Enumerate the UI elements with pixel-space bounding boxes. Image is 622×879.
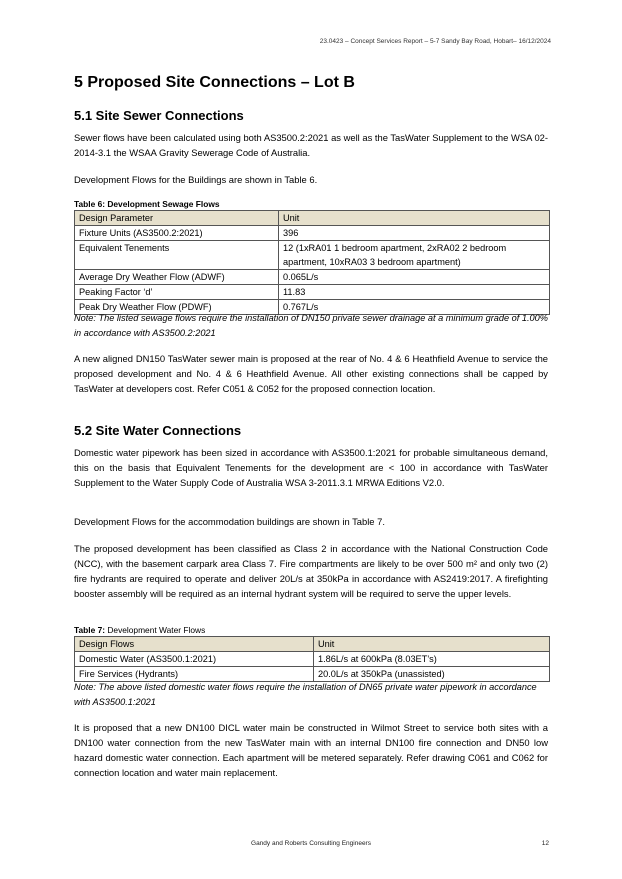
water-paragraph-4: It is proposed that a new DN100 DICL water main be constructed in Wilmot Street to service both sites with a DN100 water connection from the new TasWater main with an internal DN100 fire connection and DN50 low hazard domestic water connection. Each apartment will be metered separately. Refer drawing C061 and C062 for connection location and water main replacement. <box>74 722 548 778</box>
table-row <box>75 270 550 285</box>
table-header-cell: Unit <box>314 637 550 652</box>
sewer-paragraph-3: A new aligned DN150 TasWater sewer main is proposed at the rear of No. 4 & 6 Heathfield Avenue to service the proposed development and No. 4 & 6 Heathfield Avenue. All other existing connections shall be capped by TasWater at developers cost. Refer C051 & C052 for the proposed connection location. <box>74 353 548 394</box>
table-row <box>75 226 550 241</box>
page-header: 23.0423 – Concept Services Report – 5-7 Sandy Bay Road, Hobart– 16/12/2024 <box>319 38 551 45</box>
page-footer: Gandy and Roberts Consulting Engineers <box>251 840 371 847</box>
table-row <box>75 285 550 300</box>
table-row <box>75 652 550 667</box>
table-cell: 0.065L/s <box>279 270 550 285</box>
sewer-paragraph-2: Development Flows for the Buildings are shown in Table 6. <box>74 174 318 185</box>
water-table-note: Note: The above listed domestic water flows require the installation of DN65 private water pipework in accordance with AS3500.1:2021 <box>74 682 537 707</box>
water-table-caption-text: Development Water Flows <box>105 625 206 635</box>
water-heading: 5.2 Site Water Connections <box>74 423 242 438</box>
table-cell: Equivalent Tenements <box>75 241 279 270</box>
table-cell: 12 (1xRA01 1 bedroom apartment, 2xRA02 2 bedroom apartment, 10xRA03 3 bedroom apartment) <box>279 241 550 270</box>
table-cell: Average Dry Weather Flow (ADWF) <box>75 270 279 285</box>
table-cell: 20.0L/s at 350kPa (unassisted) <box>314 667 550 682</box>
sewer-paragraph-1: Sewer flows have been calculated using both AS3500.2:2021 as well as the TasWater Supplement to the WSA 02-2014-3.1 the WSAA Gravity Sewerage Code of Australia. <box>74 132 548 158</box>
water-paragraph-1: Domestic water pipework has been sized in accordance with AS3500.1:2021 for probable simultaneous demand, this on the basis that Equivalent Tenements for the development are < 100 in accordance with TasWater Supplement to the Water Supply Code of Australia WSA 3-2011.3.1 MRWA Editions V2.0. <box>74 447 548 488</box>
table-cell: Peak Dry Weather Flow (PDWF) <box>75 300 279 315</box>
section-title: 5 Proposed Site Connections – Lot B <box>74 74 355 91</box>
water-table-caption-label: Table 7: <box>74 625 106 635</box>
table-cell: Peaking Factor ‘d’ <box>75 285 279 300</box>
sewer-table-note: Note: The listed sewage flows require the installation of DN150 private sewer drainage at a minimum grade of 1.00% in accordance with AS3500.2:2021 <box>74 313 548 338</box>
page-number: 12 <box>541 840 549 847</box>
water-paragraph-2: Development Flows for the accommodation buildings are shown in Table 7. <box>74 516 385 527</box>
table-cell: 0.767L/s <box>279 300 550 315</box>
table-header-row <box>75 637 550 652</box>
table-cell: 396 <box>279 226 550 241</box>
water-paragraph-3: The proposed development has been classified as Class 2 in accordance with the National Construction Code (NCC), with the basement carpark area Class 7. Fire compartments are likely to be over 500 m² and only two (2) fire hydrants are required to operate and deliver 20L/s at 350kPa in accordance with AS2419:2017. A firefighting booster assembly will be required as an internal hydrant system will be required to serve the upper levels. <box>74 543 548 599</box>
table-header-row <box>75 211 550 226</box>
water-flows-table <box>74 636 550 682</box>
sewer-flows-table <box>74 210 550 315</box>
table-cell: Fire Services (Hydrants) <box>75 667 314 682</box>
table-cell: 11.83 <box>279 285 550 300</box>
water-table-caption <box>74 625 205 635</box>
sewer-table-caption: Table 6: Development Sewage Flows <box>74 199 220 209</box>
table-header-cell: Design Flows <box>75 637 314 652</box>
table-cell: 1.86L/s at 600kPa (8.03ET’s) <box>314 652 550 667</box>
table-header-cell: Unit <box>279 211 550 226</box>
table-cell: Domestic Water (AS3500.1:2021) <box>75 652 314 667</box>
table-cell: Fixture Units (AS3500.2:2021) <box>75 226 279 241</box>
table-header-cell: Design Parameter <box>75 211 279 226</box>
table-row <box>75 241 550 270</box>
sewer-heading: 5.1 Site Sewer Connections <box>74 108 244 123</box>
